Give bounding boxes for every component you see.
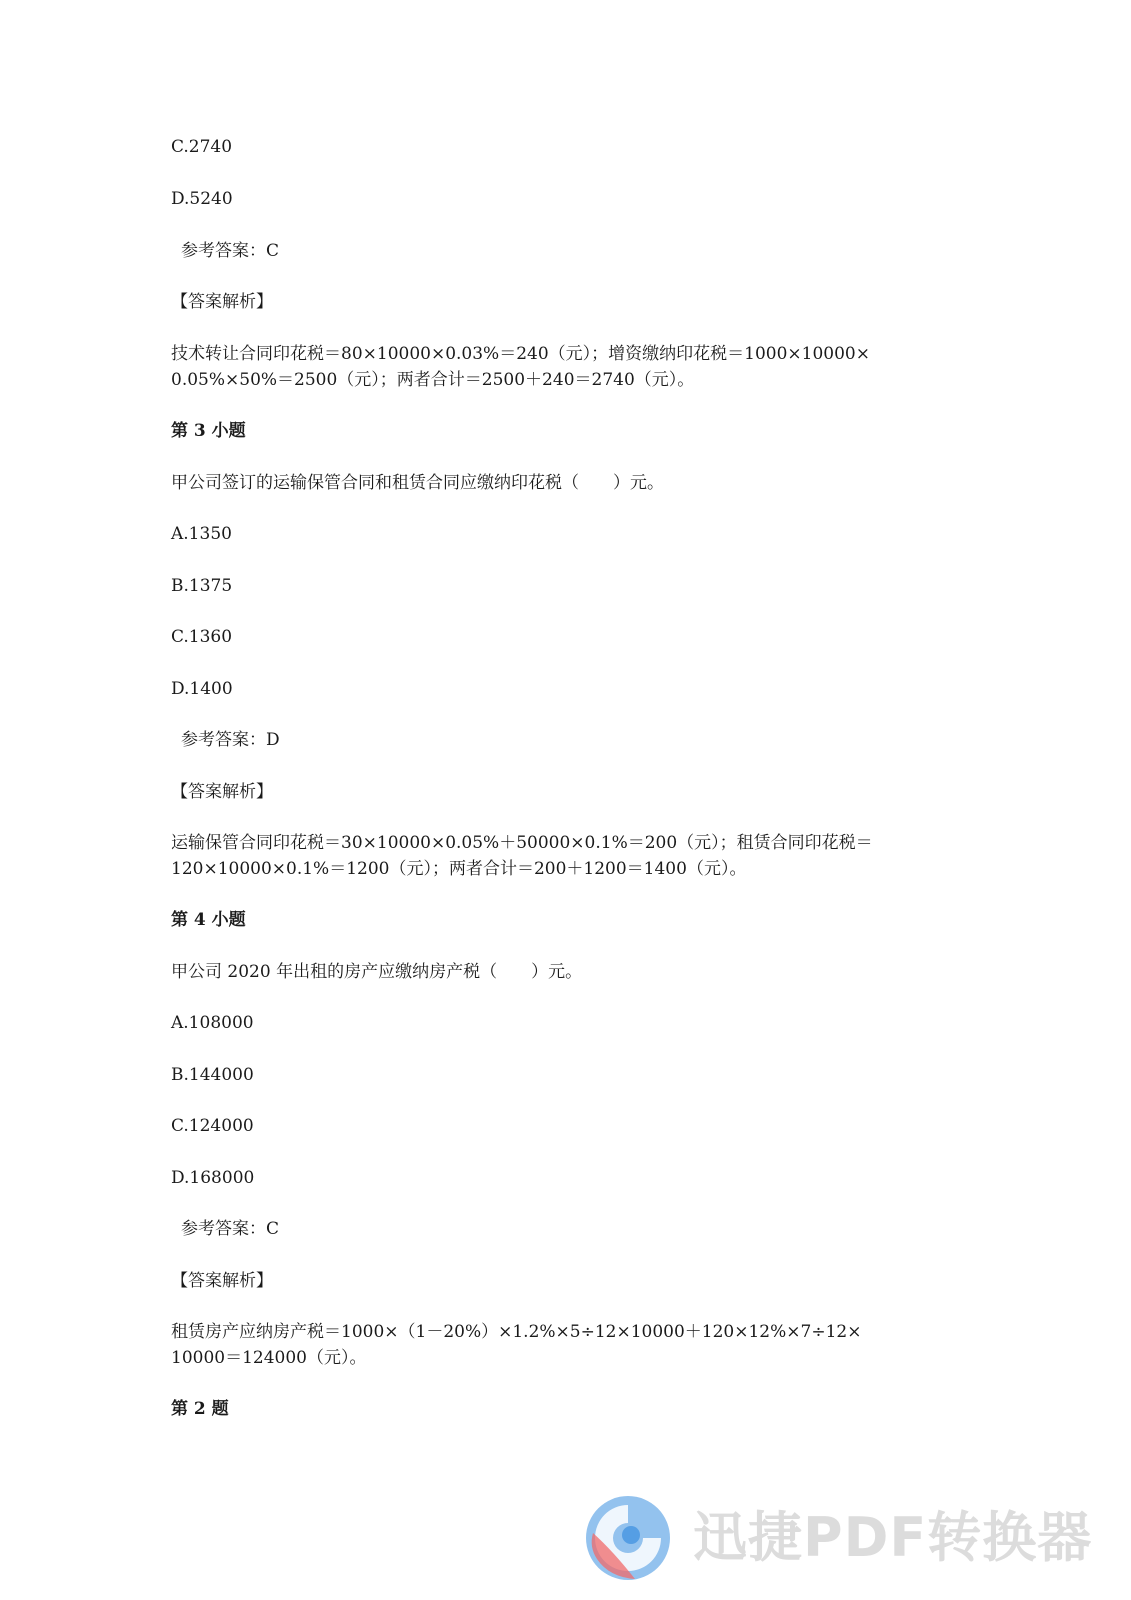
question-title: 第 4 小题 (171, 910, 246, 930)
option-d: D.1400 (171, 679, 233, 699)
analysis-title: 【答案解析】 (171, 1271, 273, 1291)
xunjie-logo-icon (583, 1493, 673, 1583)
question-text: 甲公司 2020 年出租的房产应缴纳房产税（ ）元。 (171, 962, 583, 982)
option-c: C.2740 (171, 137, 233, 157)
option-d: D.168000 (171, 1168, 255, 1188)
analysis-line-1: 租赁房产应纳房产税＝1000×（1－20%）×1.2%×5÷12×10000＋120×12%×7÷12× (171, 1322, 862, 1342)
reference-answer: 参考答案：C (181, 241, 280, 261)
watermark-text: 迅捷PDF转换器 (693, 1506, 1093, 1569)
analysis-line-1: 运输保管合同印花税＝30×10000×0.05%＋50000×0.1%＝200（元）；租赁合同印花税＝ (171, 833, 873, 853)
reference-answer: 参考答案：C (181, 1219, 280, 1239)
analysis-title: 【答案解析】 (171, 292, 273, 312)
option-b: B.144000 (171, 1065, 254, 1085)
analysis-line-2: 120×10000×0.1%＝1200（元）；两者合计＝200＋1200＝1400（元）。 (171, 859, 747, 879)
option-b: B.1375 (171, 576, 233, 596)
analysis-line-2: 10000＝124000（元）。 (171, 1348, 367, 1368)
question-title: 第 3 小题 (171, 421, 246, 441)
question-text: 甲公司签订的运输保管合同和租赁合同应缴纳印花税（ ）元。 (171, 473, 664, 493)
analysis-line-2: 0.05%×50%＝2500（元）；两者合计＝2500＋240＝2740（元）。 (171, 370, 695, 390)
option-a: A.1350 (171, 524, 232, 544)
reference-answer: 参考答案：D (181, 730, 280, 750)
option-c: C.124000 (171, 1116, 254, 1136)
watermark (583, 1493, 1103, 1583)
option-c: C.1360 (171, 627, 233, 647)
option-a: A.108000 (171, 1013, 254, 1033)
analysis-title: 【答案解析】 (171, 782, 273, 802)
section-title: 第 2 题 (171, 1399, 229, 1419)
option-d: D.5240 (171, 189, 233, 209)
analysis-line-1: 技术转让合同印花税＝80×10000×0.03%＝240（元）；增资缴纳印花税＝1000×10000× (171, 344, 870, 364)
